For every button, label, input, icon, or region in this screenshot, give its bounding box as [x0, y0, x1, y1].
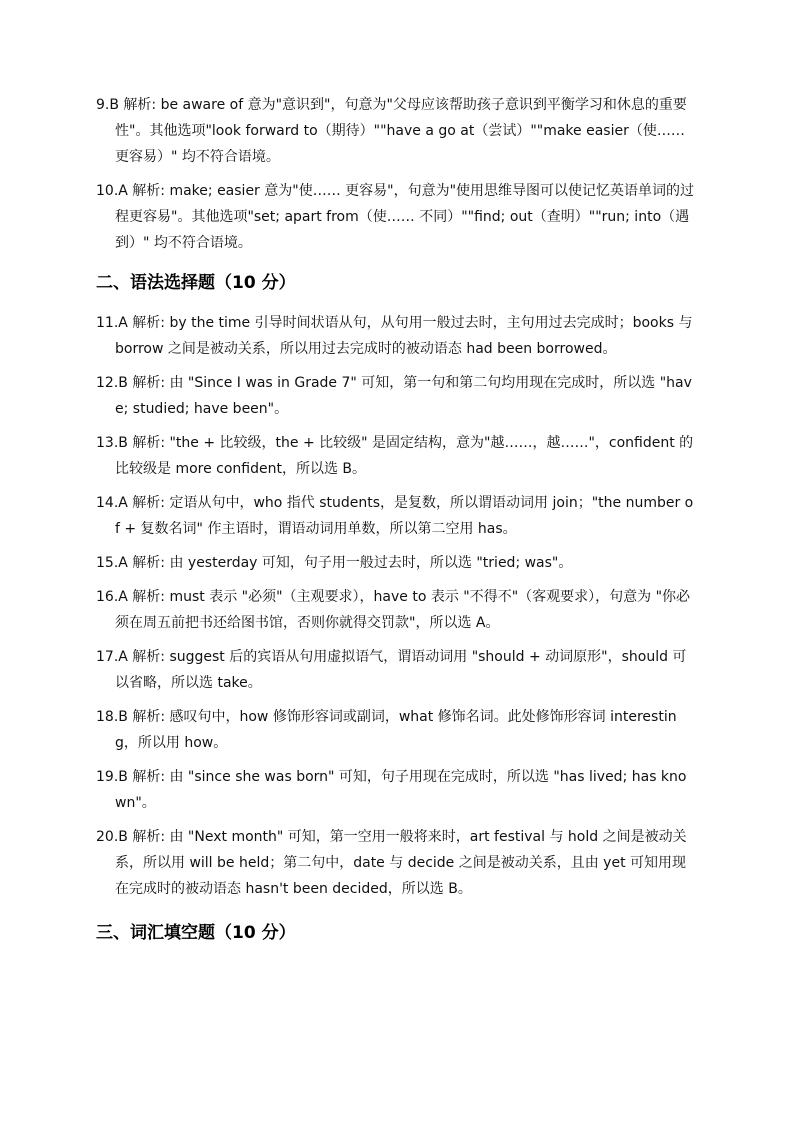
answer-item-13: 13.B 解析: "the + 比较级，the + 比较级" 是固定结构，意为"越……，越……"，confident 的比较级是 more confident，所以选 B。: [96, 435, 694, 477]
section-heading-grammar: 二、语法选择题（10 分）: [96, 273, 296, 293]
answer-item-14: 14.A 解析: 定语从句中，who 指代 students，是复数，所以谓语动词用 join；"the number of + 复数名词" 作主语时，谓语动词用单数，所以第二空用 has。: [96, 495, 694, 537]
answer-item-9: 9.B 解析: be aware of 意为"意识到"，句意为"父母应该帮助孩子意识到平衡学习和休息的重要性"。其他选项"look forward to（期待）""have a go at（尝试）""make easier（使…… 更容易）" 均不符合语境。: [96, 97, 687, 165]
answer-item-11: 11.A 解析: by the time 引导时间状语从句，从句用一般过去时，主句用过去完成时；books 与 borrow 之间是被动关系，所以用过去完成时的被动语态 had been borrowed。: [96, 315, 693, 357]
answer-item-20: 20.B 解析: 由 "Next month" 可知，第一空用一般将来时，art festival 与 hold 之间是被动关系，所以用 will be held；第二句中，date 与 decide 之间是被动关系，且由 yet 可知用现在完成时的被动语态 hasn't been decided，所以选 B。: [96, 829, 687, 897]
answer-key-content: [96, 92, 696, 960]
answer-item-10: 10.A 解析: make; easier 意为"使…… 更容易"，句意为"使用思维导图可以使记忆英语单词的过程更容易"。其他选项"set; apart from（使…… 不同）""find; out（查明）""run; into（遇到）" 均不符合语境。: [96, 183, 695, 251]
answer-item-17: 17.A 解析: suggest 后的宾语从句用虚拟语气，谓语动词用 "should + 动词原形"，should 可以省略，所以选 take。: [96, 649, 687, 691]
answer-item-12: 12.B 解析: 由 "Since I was in Grade 7" 可知，第一句和第二句均用现在完成时，所以选 "have; studied; have been"。: [96, 375, 692, 417]
answer-item-18: 18.B 解析: 感叹句中，how 修饰形容词或副词，what 修饰名词。此处修饰形容词 interesting，所以用 how。: [96, 709, 677, 751]
section-heading-vocabulary: 三、词汇填空题（10 分）: [96, 923, 296, 943]
answer-item-16: 16.A 解析: must 表示 "必须"（主观要求），have to 表示 "不得不"（客观要求），句意为 "你必须在周五前把书还给图书馆，否则你就得交罚款"，所以选 A。: [96, 589, 691, 631]
answer-item-15: 15.A 解析: 由 yesterday 可知，句子用一般过去时，所以选 "tried; was"。: [96, 555, 573, 571]
answer-item-19: 19.B 解析: 由 "since she was born" 可知，句子用现在完成时，所以选 "has lived; has known"。: [96, 769, 687, 811]
